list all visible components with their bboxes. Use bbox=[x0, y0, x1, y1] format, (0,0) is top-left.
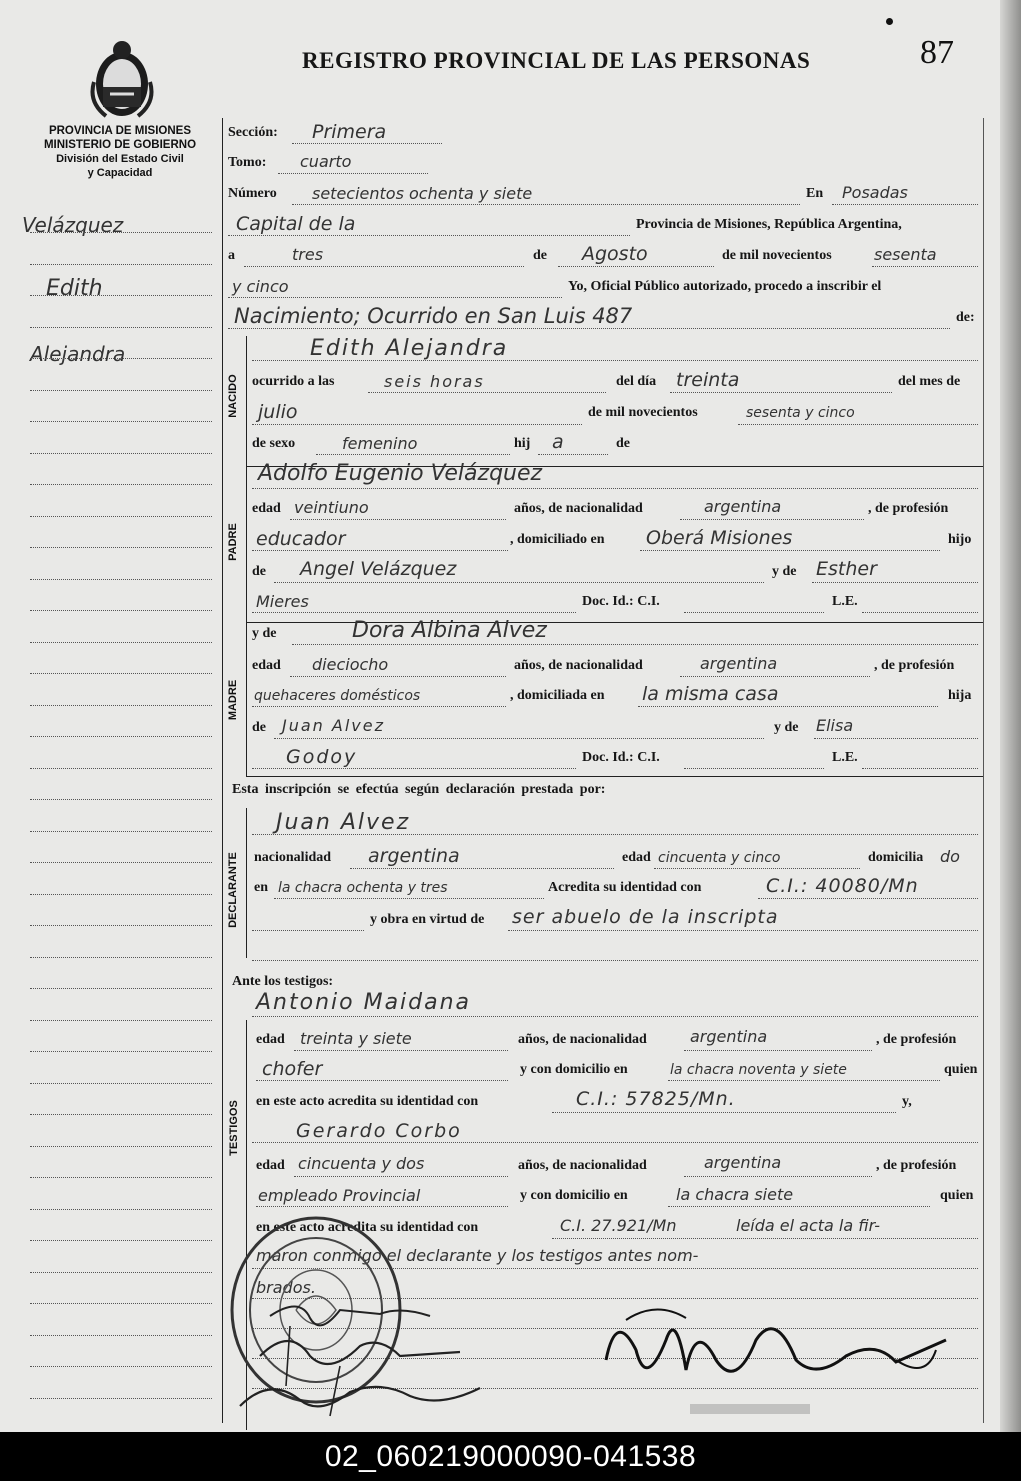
issuer-capacity: y Capacidad bbox=[87, 167, 153, 179]
hij-value: a bbox=[552, 431, 564, 453]
section-label-declarante: DECLARANTE bbox=[227, 852, 239, 928]
margin-ruled-line bbox=[30, 957, 212, 958]
officer-signature bbox=[596, 1300, 952, 1396]
nacido-anio-value: sesenta y cinco bbox=[746, 405, 855, 421]
declarante-nac-underline bbox=[350, 868, 614, 869]
numero-value: setecientos ochenta y siete bbox=[312, 184, 533, 203]
testigo1-prof-underline bbox=[256, 1080, 508, 1081]
declarante-en-underline bbox=[274, 898, 544, 899]
madre-domicilio-value: la misma casa bbox=[642, 683, 779, 705]
declarante-nombre-value: Juan Alvez bbox=[276, 810, 411, 835]
tomo-value: cuarto bbox=[300, 152, 352, 171]
issuer-ministry: MINISTERIO DE GOBIERNO bbox=[43, 139, 197, 151]
seccion-label: Sección: bbox=[228, 125, 278, 140]
testigo2-quien-label: quien bbox=[940, 1188, 974, 1203]
margin-ruled-line bbox=[30, 1366, 212, 1367]
padre-nacionalidad-value: argentina bbox=[704, 497, 782, 516]
declarante-acredita-value: C.I.: 40080/Mn bbox=[766, 875, 919, 897]
madre-nacionalidad-label: años, de nacionalidad bbox=[514, 658, 643, 673]
testigo1-acredita-underline bbox=[552, 1112, 896, 1113]
margin-ruled-line bbox=[30, 232, 212, 233]
abuela-m-cont-underline bbox=[252, 768, 576, 769]
sexo-label: de sexo bbox=[252, 436, 296, 451]
declarante-edad-label: edad bbox=[622, 850, 651, 865]
abuelo-m-underline bbox=[274, 738, 764, 739]
testigo1-quien-label: quien bbox=[944, 1062, 978, 1077]
section-label-madre: MADRE bbox=[227, 679, 239, 721]
fecha-anio-value-1: sesenta bbox=[874, 245, 937, 264]
madre-padre-value: Juan Alvez bbox=[282, 716, 385, 735]
nacido-dia-value: treinta bbox=[676, 369, 740, 391]
hora-underline bbox=[368, 392, 606, 393]
testigo2-prof-underline bbox=[256, 1206, 508, 1207]
right-border-line bbox=[983, 118, 984, 1423]
section-label-nacido: NACIDO bbox=[227, 374, 239, 418]
declarante-en-label: en bbox=[254, 880, 268, 895]
margin-ruled-line bbox=[30, 705, 212, 706]
testigo1-nombre-value: Antonio Maidana bbox=[256, 990, 472, 1015]
testigo2-edad-value: cincuenta y dos bbox=[298, 1154, 425, 1173]
hij-label: hij bbox=[514, 436, 531, 451]
padre-le-label: L.E. bbox=[832, 594, 858, 609]
margin-ruled-line bbox=[30, 642, 212, 643]
madre-prof-underline bbox=[252, 706, 506, 707]
numero-label: Número bbox=[228, 186, 277, 201]
margin-ruled-line bbox=[30, 894, 212, 895]
testigo1-nacionalidad-label: años, de nacionalidad bbox=[518, 1032, 647, 1047]
page-number: 87 bbox=[920, 34, 954, 71]
fecha-anio-label: de mil novecientos bbox=[722, 248, 832, 263]
obra-prefix-underline bbox=[252, 930, 364, 931]
madre-profesion-label: , de profesión bbox=[874, 658, 955, 673]
padre-padre-value: Angel Velázquez bbox=[300, 558, 457, 580]
padre-doc-underline bbox=[684, 612, 824, 613]
anio-cont-underline bbox=[228, 297, 562, 298]
madre-madre-value-2: Godoy bbox=[286, 746, 358, 768]
tomo-label: Tomo: bbox=[228, 155, 267, 170]
margin-ruled-line bbox=[30, 1209, 212, 1210]
anio-underline bbox=[872, 266, 978, 267]
acto-de-label: de: bbox=[956, 310, 975, 325]
en-value: Posadas bbox=[842, 183, 908, 202]
anio-nac-underline bbox=[738, 424, 978, 425]
capital-value: Capital de la bbox=[236, 213, 356, 235]
margin-ruled-line bbox=[30, 1020, 212, 1021]
madre-edad-underline bbox=[290, 676, 506, 677]
margin-surname: Velázquez bbox=[22, 213, 124, 237]
padre-edad-underline bbox=[290, 519, 506, 520]
margin-ruled-line bbox=[30, 831, 212, 832]
declarante-edad-value: cincuenta y cinco bbox=[658, 850, 781, 866]
madre-le-label: L.E. bbox=[832, 750, 858, 765]
tomo-underline bbox=[278, 173, 428, 174]
padre-de-label: de bbox=[252, 564, 266, 579]
padre-edad-label: edad bbox=[252, 501, 281, 516]
padre-doc-label: Doc. Id.: C.I. bbox=[582, 594, 660, 609]
section-rule bbox=[246, 776, 983, 777]
testigo2-acredita-underline bbox=[552, 1238, 978, 1239]
abuela-m-underline bbox=[814, 738, 978, 739]
testigo2-acredita-value: C.I. 27.921/Mn bbox=[560, 1216, 677, 1235]
madre-doc-underline bbox=[684, 768, 824, 769]
nacido-anio-label: de mil novecientos bbox=[588, 405, 698, 420]
nacido-mes-value: julio bbox=[258, 401, 298, 423]
left-border-line bbox=[222, 118, 223, 1423]
padre-prof-underline bbox=[252, 550, 508, 551]
margin-ruled-line bbox=[30, 768, 212, 769]
ocurrido-label: ocurrido a las bbox=[252, 374, 335, 389]
margin-ruled-line bbox=[30, 1335, 212, 1336]
padre-domicilio-value: Oberá Misiones bbox=[646, 527, 793, 549]
del-dia-label: del día bbox=[616, 374, 657, 389]
nacido-nombre-value: Edith Alejandra bbox=[310, 336, 509, 361]
madre-yde-label: y de bbox=[252, 626, 277, 641]
margin-ruled-line bbox=[30, 799, 212, 800]
provincia-label: Provincia de Misiones, República Argentina, bbox=[636, 217, 902, 232]
padre-yde-label: y de bbox=[772, 564, 797, 579]
testigo2-domicilio-value: la chacra siete bbox=[676, 1185, 794, 1204]
madre-nacionalidad-value: argentina bbox=[700, 654, 778, 673]
margin-ruled-line bbox=[30, 610, 212, 611]
madre-doc-label: Doc. Id.: C.I. bbox=[582, 750, 660, 765]
declarante-nacionalidad-value: argentina bbox=[368, 845, 460, 867]
declarante-extra-underline bbox=[252, 960, 978, 961]
padre-dom-underline bbox=[640, 550, 940, 551]
stamp-smudge bbox=[690, 1404, 810, 1414]
margin-ruled-line bbox=[30, 295, 212, 296]
padre-profesion-value: educador bbox=[256, 528, 346, 550]
section-label-testigos: TESTIGOS bbox=[228, 1100, 240, 1156]
testigo1-edad-label: edad bbox=[256, 1032, 285, 1047]
testigo1-nac-underline bbox=[684, 1050, 872, 1051]
testigo2-profesion-label: , de profesión bbox=[876, 1158, 957, 1173]
madre-profesion-value: quehaceres domésticos bbox=[254, 688, 421, 704]
margin-ruled-line bbox=[30, 579, 212, 580]
testigo2-acto-label: en este acto acredita su identidad con bbox=[256, 1220, 479, 1235]
testigo2-nombre-value: Gerardo Corbo bbox=[296, 1120, 462, 1142]
fecha-mes-value: Agosto bbox=[582, 243, 648, 265]
margin-ruled-line bbox=[30, 547, 212, 548]
padre-madre-value-1: Esther bbox=[816, 558, 877, 580]
mes-underline bbox=[558, 266, 714, 267]
fecha-dia-value: tres bbox=[292, 245, 324, 264]
madre-dom-underline bbox=[638, 706, 938, 707]
en-label: En bbox=[806, 186, 824, 201]
declaracion-intro: Esta inscripción se efectúa según declaración prestada por: bbox=[232, 782, 606, 797]
del-mes-label: del mes de bbox=[898, 374, 961, 389]
testigo1-domicilio-value: la chacra noventa y siete bbox=[670, 1062, 847, 1078]
testigo2-domicilio-label: y con domicilio en bbox=[520, 1188, 628, 1203]
declarante-edad-underline bbox=[654, 868, 860, 869]
madre-le-underline bbox=[862, 768, 978, 769]
declarante-obra-underline bbox=[508, 930, 978, 931]
margin-ruled-line bbox=[30, 484, 212, 485]
padre-hijo-label: hijo bbox=[948, 532, 972, 547]
madre-edad-value: dieciocho bbox=[312, 655, 389, 674]
testigo1-nacionalidad-value: argentina bbox=[690, 1027, 768, 1046]
madre-hija-label: hija bbox=[948, 688, 972, 703]
seccion-value: Primera bbox=[312, 121, 387, 143]
section-divider-line bbox=[246, 336, 247, 776]
testigo2-nacionalidad-label: años, de nacionalidad bbox=[518, 1158, 647, 1173]
declarante-nacionalidad-label: nacionalidad bbox=[254, 850, 332, 865]
margin-ruled-line bbox=[30, 1272, 212, 1273]
issuer-province: PROVINCIA DE MISIONES bbox=[48, 125, 192, 137]
hora-value: seis horas bbox=[384, 372, 485, 391]
dia-underline bbox=[244, 266, 524, 267]
margin-first-name: Edith bbox=[46, 276, 103, 301]
margin-ruled-line bbox=[30, 1051, 212, 1052]
padre-nombre-value: Adolfo Eugenio Velázquez bbox=[258, 461, 543, 486]
madre-nac-underline bbox=[680, 676, 870, 677]
declarante-acredita-label: Acredita su identidad con bbox=[548, 880, 702, 895]
testigo1-domicilio-label: y con domicilio en bbox=[520, 1062, 628, 1077]
padre-madre-value-2: Mieres bbox=[256, 592, 309, 611]
declarante-obra-value: ser abuelo de la inscripta bbox=[512, 906, 779, 928]
sexo-value: femenino bbox=[342, 434, 418, 453]
testigo1-profesion-label: , de profesión bbox=[876, 1032, 957, 1047]
padre-edad-value: veintiuno bbox=[294, 498, 369, 517]
fecha-de-label: de bbox=[533, 248, 547, 263]
madre-yde2-label: y de bbox=[774, 720, 799, 735]
page-edge-shadow bbox=[1000, 0, 1021, 1432]
madre-madre-value-1: Elisa bbox=[816, 716, 854, 735]
padre-le-underline bbox=[862, 612, 978, 613]
hij-underline bbox=[538, 454, 608, 455]
margin-ruled-line bbox=[30, 1303, 212, 1304]
madre-edad-label: edad bbox=[252, 658, 281, 673]
abuela-cont-underline bbox=[252, 612, 576, 613]
testigo2-dom-underline bbox=[668, 1206, 930, 1207]
testigo2-nacionalidad-value: argentina bbox=[704, 1153, 782, 1172]
testigo1-edad-underline bbox=[294, 1050, 508, 1051]
testigo1-acto-label: en este acto acredita su identidad con bbox=[256, 1094, 479, 1109]
margin-ruled-line bbox=[30, 736, 212, 737]
acto-underline bbox=[228, 328, 950, 329]
image-code-footer: 02_060219000090-041538 bbox=[0, 1432, 1021, 1481]
testigo1-y-label: y, bbox=[902, 1094, 912, 1109]
testigos-ante-label: Ante los testigos: bbox=[232, 974, 334, 989]
dia-nac-underline bbox=[670, 392, 892, 393]
padre-nacionalidad-label: años, de nacionalidad bbox=[514, 501, 643, 516]
margin-ruled-line bbox=[30, 673, 212, 674]
sexo-underline bbox=[316, 454, 510, 455]
margin-ruled-line bbox=[30, 358, 212, 359]
margin-ruled-line bbox=[30, 988, 212, 989]
testigo1-profesion-value: chofer bbox=[262, 1058, 323, 1080]
mes-nac-underline bbox=[252, 424, 582, 425]
document-title: REGISTRO PROVINCIAL DE LAS PERSONAS bbox=[302, 48, 811, 73]
fecha-a-label: a bbox=[228, 248, 235, 263]
closing-text-2: brados. bbox=[256, 1278, 316, 1297]
closing-text-1: maron conmigo el declarante y los testigos antes nom- bbox=[256, 1246, 699, 1265]
testigo2-extra-value: leída el acta la fir- bbox=[736, 1216, 881, 1235]
padre-nac-underline bbox=[680, 519, 864, 520]
section-label-padre: PADRE bbox=[227, 523, 239, 561]
issuer-division: División del Estado Civil bbox=[56, 153, 184, 165]
testigo2-edad-label: edad bbox=[256, 1158, 285, 1173]
margin-ruled-line bbox=[30, 1240, 212, 1241]
testigo2-nac-underline bbox=[684, 1176, 872, 1177]
declarante-obra-label: y obra en virtud de bbox=[370, 912, 485, 927]
abuelo-underline bbox=[274, 582, 764, 583]
hij-de-label: de bbox=[616, 436, 630, 451]
testigo1-edad-value: treinta y siete bbox=[300, 1029, 412, 1048]
madre-nombre-underline bbox=[292, 644, 978, 645]
padre-nombre-underline bbox=[252, 488, 978, 489]
declarante-domicilio-suffix: do bbox=[940, 847, 960, 866]
madre-domicilio-label: , domiciliada en bbox=[510, 688, 605, 703]
margin-ruled-line bbox=[30, 1114, 212, 1115]
declarante-en-value: la chacra ochenta y tres bbox=[278, 880, 448, 896]
margin-ruled-line bbox=[30, 925, 212, 926]
numero-underline bbox=[292, 204, 800, 205]
testigo2-edad-underline bbox=[294, 1176, 508, 1177]
issuer-block bbox=[20, 124, 220, 180]
margin-ruled-line bbox=[30, 453, 212, 454]
madre-de-label: de bbox=[252, 720, 266, 735]
margin-ruled-line bbox=[30, 1083, 212, 1084]
coat-of-arms-emblem bbox=[86, 32, 158, 120]
padre-profesion-label: , de profesión bbox=[868, 501, 949, 516]
testigo1-nombre-underline bbox=[252, 1016, 978, 1017]
margin-ruled-line bbox=[30, 327, 212, 328]
acto-value: Nacimiento; Ocurrido en San Luis 487 bbox=[234, 304, 633, 328]
testigo1-dom-underline bbox=[668, 1080, 940, 1081]
margin-middle-name: Alejandra bbox=[30, 342, 126, 366]
abuela-underline bbox=[812, 582, 978, 583]
margin-ruled-line bbox=[30, 862, 212, 863]
padre-domicilio-label: , domiciliado en bbox=[510, 532, 605, 547]
oficial-label: Yo, Oficial Público autorizado, procedo a inscribir el bbox=[568, 279, 882, 294]
declarante-domicilio-label: domicilia bbox=[868, 850, 924, 865]
madre-nombre-value: Dora Albina Alvez bbox=[352, 618, 547, 643]
testigo1-acredita-value: C.I.: 57825/Mn. bbox=[576, 1088, 736, 1110]
margin-ruled-line bbox=[30, 516, 212, 517]
witness-signatures bbox=[230, 1296, 500, 1426]
margin-ruled-line bbox=[30, 1146, 212, 1147]
capital-underline bbox=[228, 235, 630, 236]
fecha-anio-value-2: y cinco bbox=[232, 277, 289, 296]
margin-ruled-line bbox=[30, 1398, 212, 1399]
declarante-divider-line bbox=[246, 808, 247, 958]
seccion-underline bbox=[292, 143, 442, 144]
en-underline bbox=[832, 204, 978, 205]
margin-ruled-line bbox=[30, 1177, 212, 1178]
testigo2-nombre-underline bbox=[252, 1142, 978, 1143]
margin-ruled-line bbox=[30, 264, 212, 265]
declarante-acredita-underline bbox=[758, 898, 978, 899]
ink-dot bbox=[886, 18, 893, 25]
margin-ruled-line bbox=[30, 390, 212, 391]
margin-ruled-line bbox=[30, 421, 212, 422]
testigo2-profesion-value: empleado Provincial bbox=[258, 1186, 421, 1205]
